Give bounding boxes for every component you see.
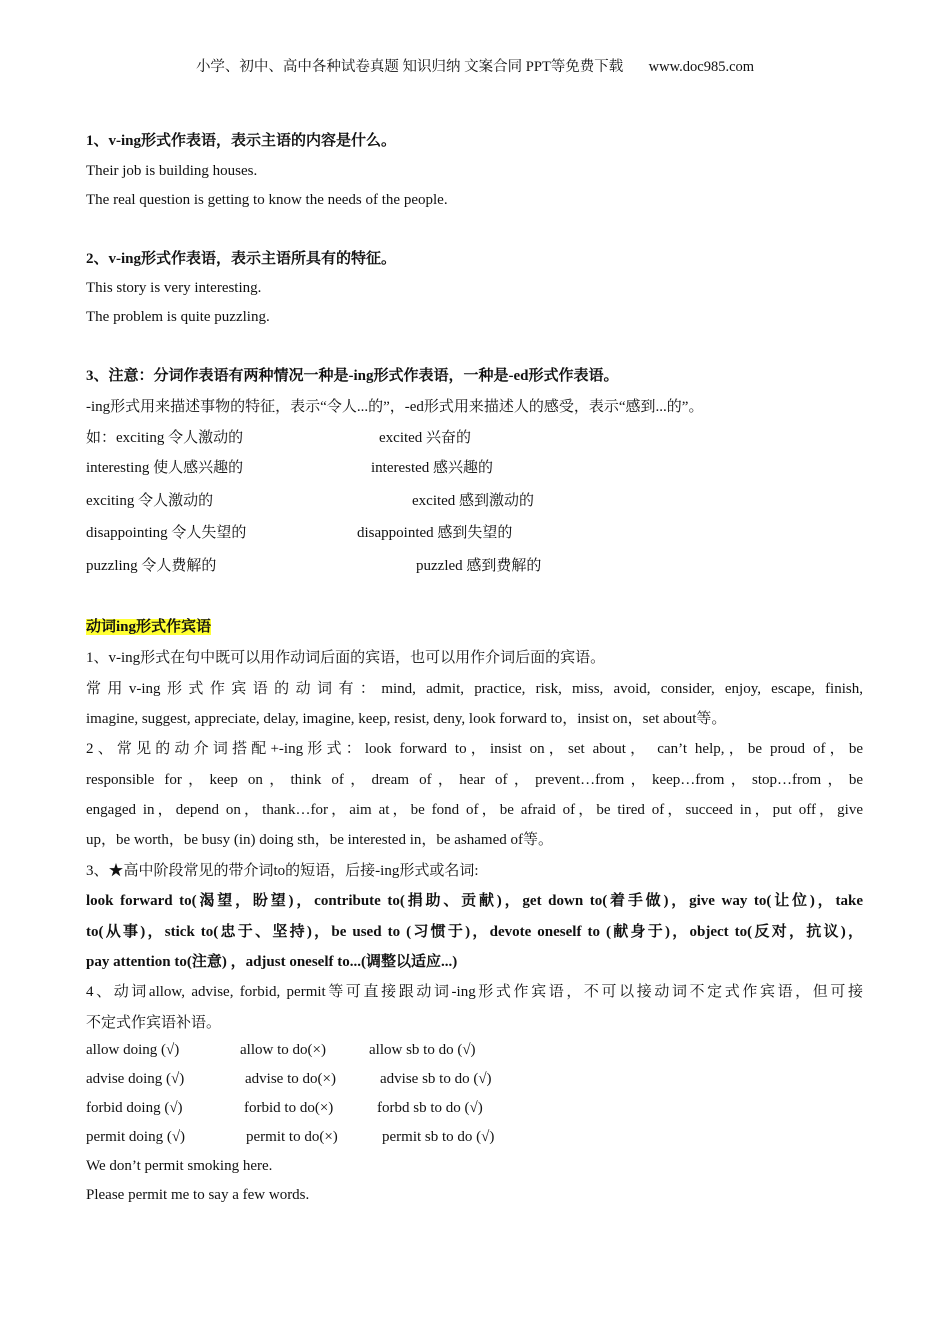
pair-ing: puzzling 令人费解的 xyxy=(86,558,217,574)
object-point-4: 3、★高中阶段常见的带介词to的短语，后接-ing形式或名词: xyxy=(86,863,479,879)
final-example-2: Please permit me to say a few words. xyxy=(86,1187,310,1203)
object-point-1: 1、v-ing形式在句中既可以用作动词后面的宾语，也可以用作介词后面的宾语。 xyxy=(86,650,606,666)
pair-ed: excited 感到激动的 xyxy=(412,493,535,509)
object-point-2-line2: imagine, suggest, appreciate, delay, imagine, keep, resist, deny, look forward to，insist on，set about等。 xyxy=(86,711,727,727)
section3-heading: 3、注意：分词作表语有两种情况一种是-ing形式作表语，一种是-ed形式作表语。 xyxy=(86,368,619,384)
pair-ed: puzzled 感到费解的 xyxy=(416,558,542,574)
phrases-line1: look forward to(渴望，盼望)，contribute to(捐助、贡献)，get down to(着手做)，give way to(让位)，take xyxy=(86,893,863,909)
table-cell-a: advise doing (√) xyxy=(86,1071,185,1087)
pair-ed: excited 兴奋的 xyxy=(379,430,472,446)
section2-heading: 2、v-ing形式作表语，表示主语所具有的特征。 xyxy=(86,251,397,267)
object-point-5-line1: 4、动词allow, advise, forbid, permit等可直接跟动词-ing形式作宾语，不可以接动词不定式作宾语，但可接 xyxy=(86,984,863,1000)
table-cell-c: permit sb to do (√) xyxy=(382,1129,495,1145)
table-cell-b: forbid to do(×) xyxy=(244,1100,334,1116)
section1-heading: 1、v-ing形式作表语，表示主语的内容是什么。 xyxy=(86,133,397,149)
header-text: 小学、初中、高中各种试卷真题 知识归纳 文案合同 PPT等免费下载 xyxy=(195,59,624,75)
table-cell-c: advise sb to do (√) xyxy=(380,1071,492,1087)
page-header xyxy=(0,56,950,78)
phrases-line3: pay attention to(注意) ，adjust oneself to...(调整以适应...) xyxy=(86,954,458,970)
object-point-3-line2: responsible for，keep on，think of，dream of，hear of，prevent…from，keep…from，stop…from，be xyxy=(86,772,863,788)
section-title xyxy=(86,616,211,638)
final-example-1: We don’t permit smoking here. xyxy=(86,1158,273,1174)
object-point-3-line1: 2、常见的动介词搭配+-ing形式：look forward to，insist on，set about， can’t help,，be proud of，be xyxy=(86,741,863,757)
table-cell-a: forbid doing (√) xyxy=(86,1100,183,1116)
section1-example-1: Their job is building houses. xyxy=(86,163,258,179)
object-point-3-line4: up，be worth，be busy (in) doing sth，be interested in，be ashamed of等。 xyxy=(86,832,553,848)
pair-ing: 如：exciting 令人激动的 xyxy=(86,430,244,446)
object-point-2-line1: 常用v-ing形式作宾语的动词有：mind, admit, practice, risk, miss, avoid, consider, enjoy, escape, finish, xyxy=(86,681,863,697)
section1-example-2: The real question is getting to know the needs of the people. xyxy=(86,192,448,208)
object-point-3-line3: engaged in，depend on，thank…for，aim at，be fond of，be afraid of，be tired of，succeed in，put off，give xyxy=(86,802,863,818)
section-title-highlight: 动词ing形式作宾语 xyxy=(86,619,212,635)
pair-ed: interested 感兴趣的 xyxy=(371,460,494,476)
section2-example-2: The problem is quite puzzling. xyxy=(86,309,270,325)
pair-ing: interesting 使人感兴趣的 xyxy=(86,460,244,476)
table-cell-b: permit to do(×) xyxy=(246,1129,338,1145)
table-cell-c: forbd sb to do (√) xyxy=(377,1100,483,1116)
pair-ing: exciting 令人激动的 xyxy=(86,493,214,509)
table-cell-b: advise to do(×) xyxy=(245,1071,336,1087)
table-cell-a: allow doing (√) xyxy=(86,1042,180,1058)
pair-ed: disappointed 感到失望的 xyxy=(357,525,513,541)
table-cell-b: allow to do(×) xyxy=(240,1042,326,1058)
section2-example-1: This story is very interesting. xyxy=(86,280,262,296)
section3-description: -ing形式用来描述事物的特征，表示“令人...的”，-ed形式用来描述人的感受，表示“感到...的”。 xyxy=(86,399,704,415)
table-cell-a: permit doing (√) xyxy=(86,1129,186,1145)
phrases-line2: to(从事)，stick to(忠于、坚持)，be used to (习惯于)，devote oneself to (献身于)，object to(反对，抗议)， xyxy=(86,924,863,940)
object-point-5-line2: 不定式作宾语补语。 xyxy=(86,1015,222,1031)
table-cell-c: allow sb to do (√) xyxy=(369,1042,476,1058)
header-url: www.doc985.com xyxy=(648,59,755,75)
pair-ing: disappointing 令人失望的 xyxy=(86,525,247,541)
